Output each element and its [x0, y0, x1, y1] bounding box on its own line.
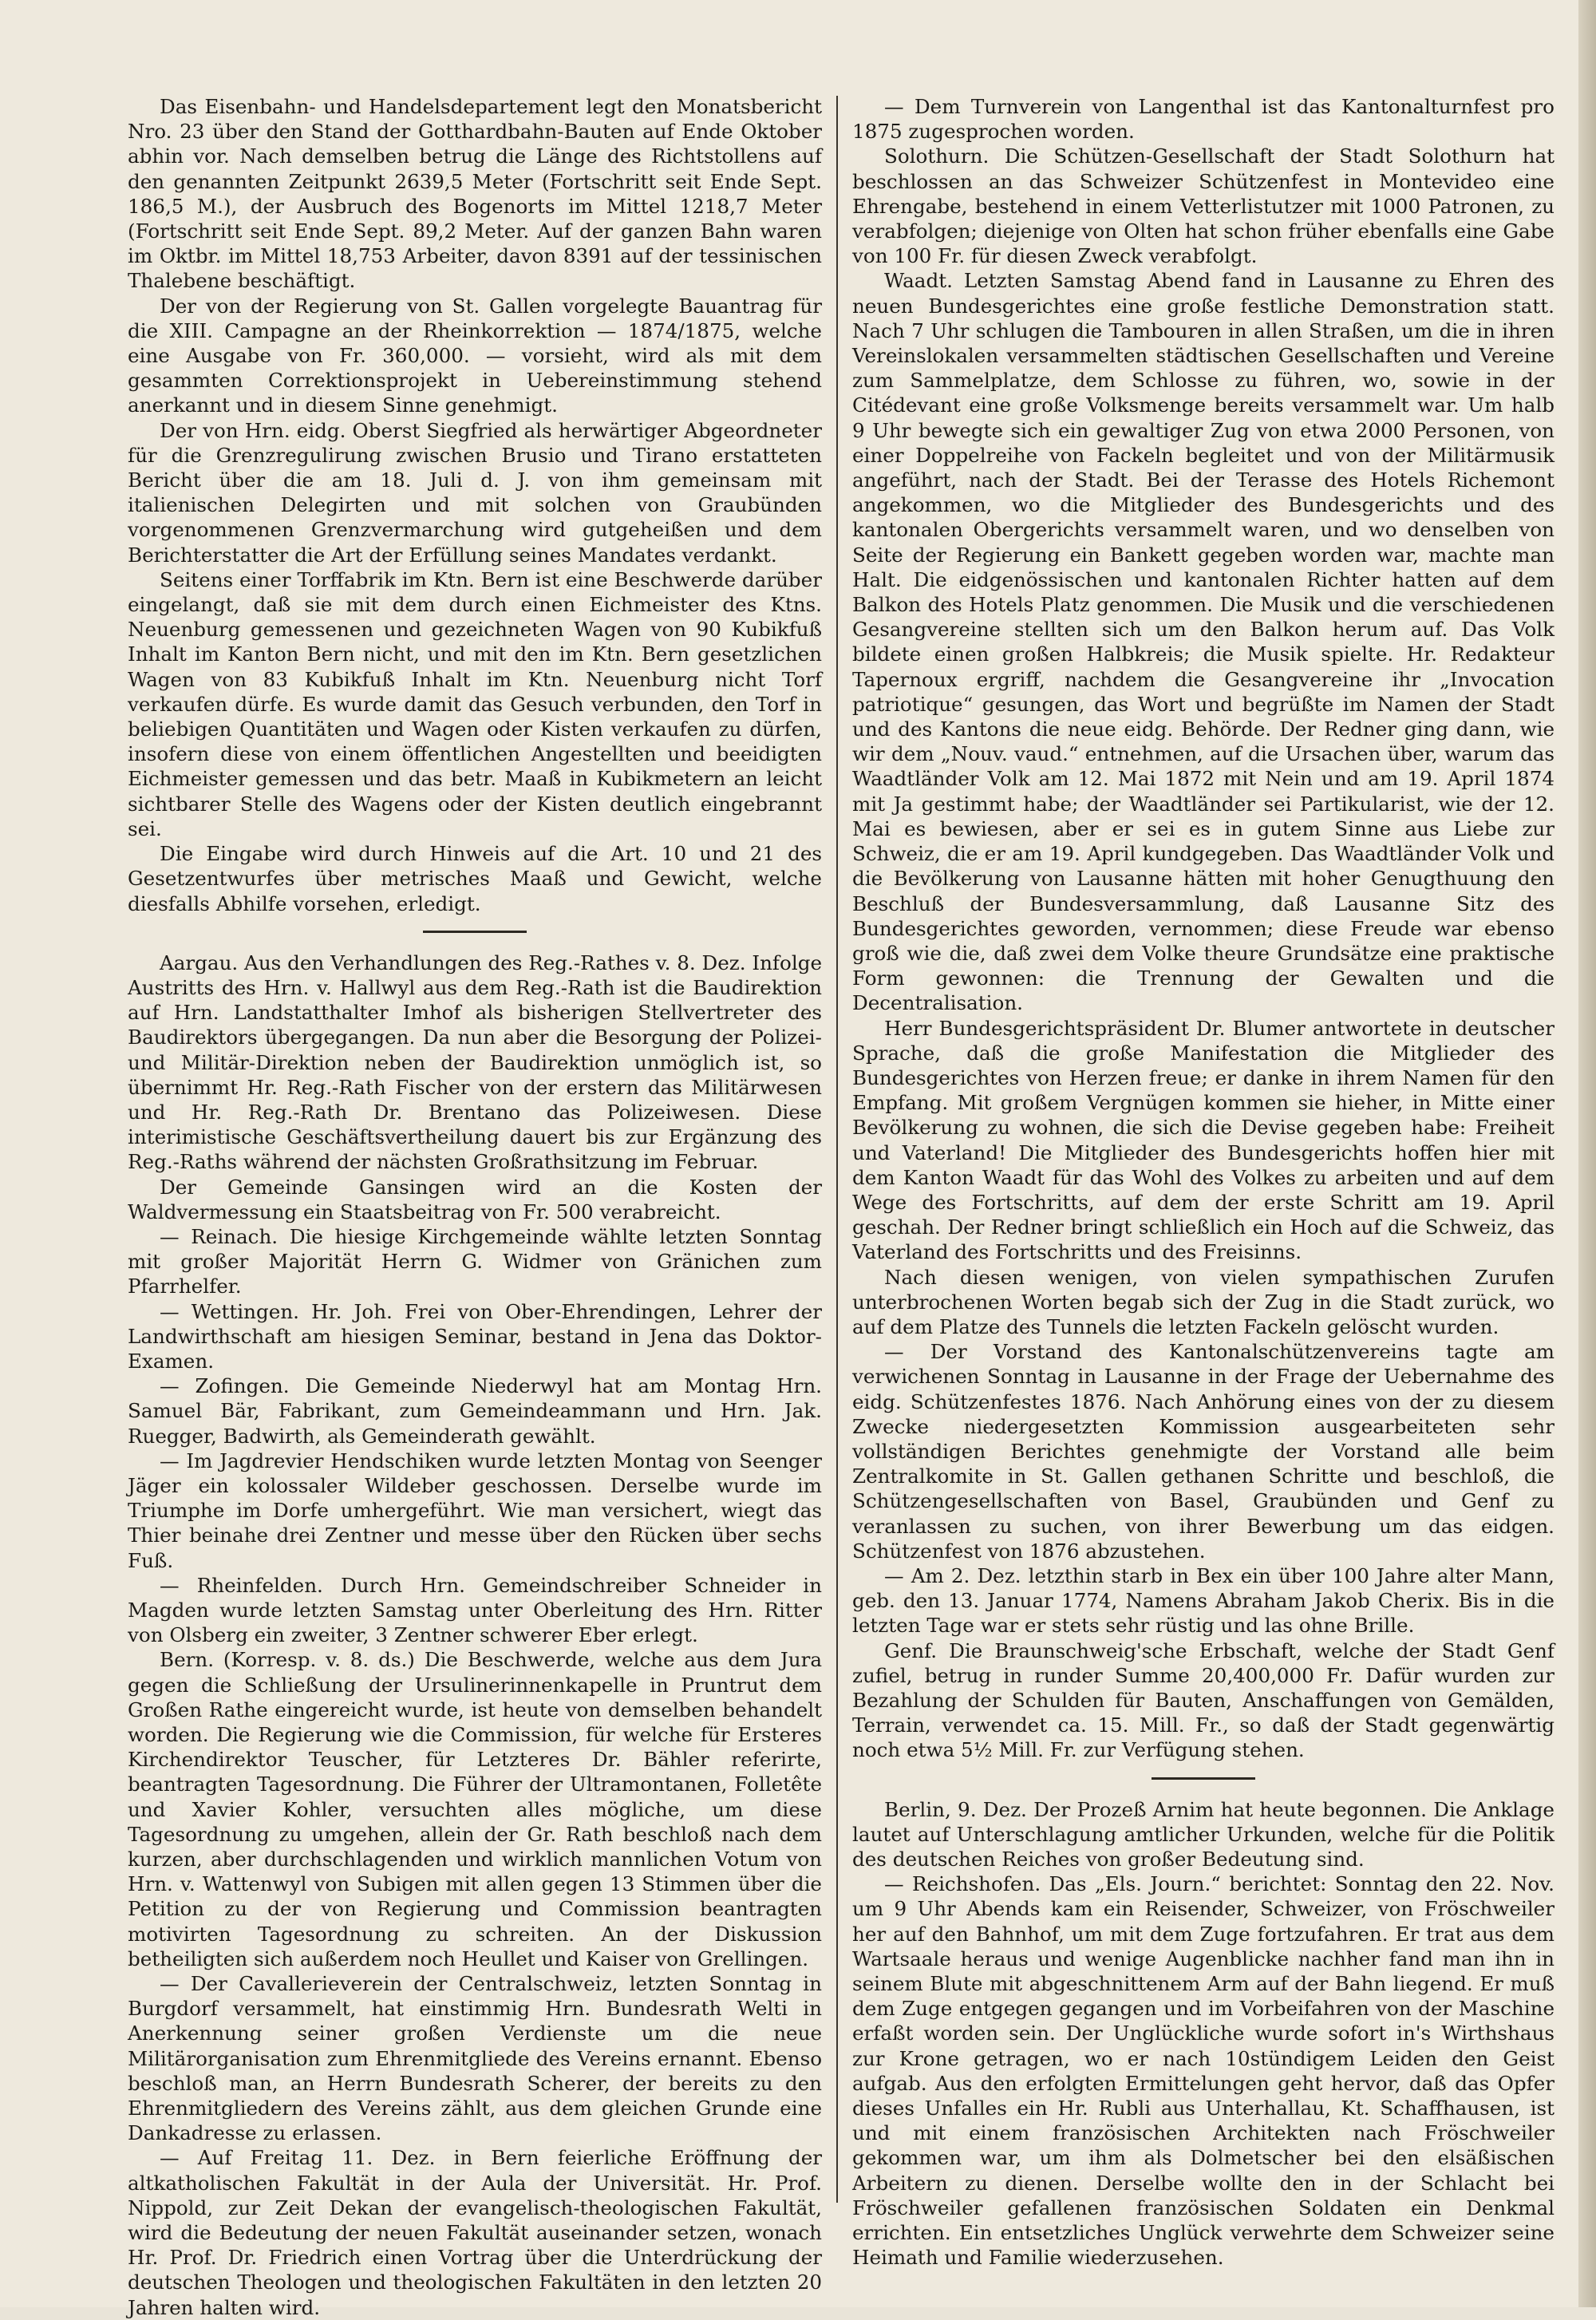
article-torffabrik: Seitens einer Torffabrik im Ktn. Bern ist eine Beschwerde darüber eingelangt, daß sie mit dem durch einen Eichmeister des Ktns. Neuenburg gemessenen und gezeichneten Wagen von 90 Kubikfuß Inhalt im Kanton Bern nicht, und mit den im Ktn. Bern gesetzlichen Wagen von 83 Kubikfuß Inhalt im Ktn. Neuenburg nicht Torf verkaufen dürfe. Es wurde damit das Gesuch verbunden, den Torf in beliebigen Quantitäten und Wagen oder Kisten verkaufen zu dürfen, insofern diese von einem öffentlichen Angestellten und beeidigten Eichmeister gemessen und das betr. Maaß in Kubikmetern an leicht sichtbarer Stelle des Wagens oder der Kisten deutlich eingebrannt sei. — [128, 567, 822, 840]
article-zofingen: — Zofingen. Die Gemeinde Niederwyl hat am Montag Hrn. Samuel Bär, Fabrikant, zum Gemeindeammann und Hrn. Jak. Ruegger, Badwirth, als Gemeinderath gewählt. — [128, 1374, 822, 1448]
article-gotthard: Das Eisenbahn- und Handelsdepartement legt den Monatsbericht Nro. 23 über den Stand der Gotthardbahn-Bauten auf Ende Oktober abhin vor. Nach demselben betrug die Länge des Richtstollens auf den genannten Zeitpunkt 2639,5 Meter (Fortschritt seit Ende Sept. 186,5 M.), der Ausbruch des Bogenorts im Mittel 1218,7 Meter (Fortschritt seit Ende Sept. 89,2 Meter. Auf der ganzen Bahn waren im Oktbr. im Mittel 18,753 Arbeiter, davon 8391 auf der tessinischen Thalebene beschäftigt. — [128, 95, 822, 293]
right-column — [852, 94, 1555, 2270]
article-zug: Nach diesen wenigen, von vielen sympathischen Zurufen unterbrochenen Worten begab sich der Zug in die Stadt zurück, wo auf dem Platze des Tunnels die letzten Fackeln gelöscht wurden. — [852, 1265, 1555, 1338]
article-hendschiken: — Im Jagdrevier Hendschiken wurde letzten Montag von Seenger Jäger ein kolossaler Wildeber geschossen. Derselbe wurde im Triumphe im Dorfe umhergeführt. Wie man versichert, wiegt das Thier beinahe drei Zentner und messe über den Rücken über sechs Fuß. — [128, 1449, 822, 1572]
column-divider — [836, 96, 838, 2203]
section-divider — [1152, 1777, 1255, 1780]
article-reinach: — Reinach. Die hiesige Kirchgemeinde wählte letzten Sonntag mit großer Majorität Herrn G. Widmer von Gränichen zum Pfarrhelfer. — [128, 1224, 822, 1298]
section-divider — [423, 931, 527, 933]
article-langenthal: — Dem Turnverein von Langenthal ist das Kantonalturnfest pro 1875 zugesprochen worden. — [852, 95, 1555, 144]
article-aargau: Aargau. Aus den Verhandlungen des Reg.-Rathes v. 8. Dez. Infolge Austritts des Hrn. v. Hallwyl aus dem Reg.-Rath ist die Baudirektion auf Hrn. Landstatthalter Imhof als bisherigen Stellvertreter des Baudirektors übergegangen. Da nun aber die Besorgung der Polizei- und Militär-Direktion neben der Baudirektion unmöglich ist, so übernimmt Hr. Reg.-Rath Fischer von der erstern das Militärwesen und Hr. Reg.-Rath Dr. Brentano das Polizeiwesen. Diese interimistische Geschäftsvertheilung dauert bis zur Ergänzung des Reg.-Raths während der nächsten Großrathsitzung im Februar. — [128, 951, 822, 1174]
article-bern: Bern. (Korresp. v. 8. ds.) Die Beschwerde, welche aus dem Jura gegen die Schließung der Ursulinerinnenkapelle in Pruntrut dem Großen Rathe eingereicht wurde, ist heute von demselben behandelt worden. Die Regierung wie die Commission, für welche für Ersteres Kirchendirektor Teuscher, für Letzteres Dr. Bähler referirte, beantragten Tagesordnung. Die Führer der Ultramontanen, Folletête und Xavier Kohler, versuchten alles mögliche, um diese Tagesordnung zu umgehen, allein der Gr. Rath beschloß nach dem kurzen, aber durchschlagenden und wirklich mannlichen Votum von Hrn. v. Wattenwyl von Subigen mit allen gegen 13 Stimmen über die Petition zu der von Regierung und Commission beantragten motivirten Tagesordnung zu schreiten. An der Diskussion betheiligten sich außerdem noch Heullet und Kaiser von Grellingen. — [128, 1648, 822, 1970]
article-rheinkorrektion: Der von der Regierung von St. Gallen vorgelegte Bauantrag für die XIII. Campagne an der Rheinkorrektion — 1874/1875, welche eine Ausgabe von Fr. 360,000. — vorsieht, wird als mit dem gesammten Correktionsprojekt in Uebereinstimmung stehend anerkannt und in diesem Sinne genehmigt. — [128, 294, 822, 417]
article-fakultaet: — Auf Freitag 11. Dez. in Bern feierliche Eröffnung der altkatholischen Fakultät in der Aula der Universität. Hr. Prof. Nippold, zur Zeit Dekan der evangelisch-theologischen Fakultät, wird die Bedeutung der neuen Fakultät auseinander setzen, wonach Hr. Prof. Dr. Friedrich einen Vortrag über die Unterdrückung der deutschen Theologen und theologischen Fakultäten in den letzten 20 Jahren halten wird. — [128, 2146, 822, 2319]
article-eingabe: Die Eingabe wird durch Hinweis auf die Art. 10 und 21 des Gesetzentwurfes über metrisches Maaß und Gewicht, welche diesfalls Abhilfe vorsehen, erledigt. — [128, 842, 822, 915]
article-waadt: Waadt. Letzten Samstag Abend fand in Lausanne zu Ehren des neuen Bundesgerichtes eine große festliche Demonstration statt. Nach 7 Uhr schlugen die Tambouren in allen Straßen, um die in ihren Vereinslokalen versammelten städtischen Gesellschaften und Vereine zum Sammelplatze, dem Schlosse zu führen, wo, sowie in der Citédevant eine große Volksmenge bereits versammelt war. Um halb 9 Uhr bewegte sich ein gewaltiger Zug von etwa 2000 Personen, von einer Doppelreihe von Fackeln begleitet und von der Militärmusik angeführt, nach der Stadt. Bei der Terasse des Hotels Richemont angekommen, wo die Mitglieder des Bundesgerichts und des kantonalen Obergerichts versammelt waren, und wo denselben von Seite der Regierung ein Bankett gegeben worden war, machte man Halt. Die eidgenössischen und kantonalen Richter hatten auf dem Balkon des Hotels Platz genommen. Die Musik und die verschiedenen Gesangvereine stellten sich um den Balkon herum auf. Das Volk bildete einen großen Halbkreis; die Musik spielte. Hr. Redakteur Tapernoux ergriff, nachdem die Gesangvereine ihr „Invocation patriotique“ gesungen, das Wort und begrüßte im Namen der Stadt und des Kantons die neue eidg. Behörde. Der Redner ging dann, wie wir dem „Nouv. vaud.“ entnehmen, auf die Ursachen über, warum das Waadtländer Volk am 12. Mai 1872 mit Nein und am 19. April 1874 mit Ja gestimmt habe; der Waadtländer sei Partikularist, wie der 12. Mai es bewiesen, aber er sei es in gutem Sinne aus Liebe zur Schweiz, die er am 19. April kundgegeben. Das Waadtländer Volk und die Bevölkerung von Lausanne hätten mit hoher Genugthuung den Beschluß der Bundesversammlung, daß Lausanne Sitz des Bundesgerichtes geworden, vernommen; diese Freude war ebenso groß wie die, daß zwei dem Volke theure Grundsätze eine praktische Form gewonnen: die Trennung der Gewalten und die Decentralisation. — [852, 269, 1555, 1015]
article-wettingen: — Wettingen. Hr. Joh. Frei von Ober-Ehrendingen, Lehrer der Landwirthschaft am hiesigen Seminar, bestand in Jena das Doktor-Examen. — [128, 1299, 822, 1373]
article-cavallerieverein: — Der Cavallerieverein der Centralschweiz, letzten Sonntag in Burgdorf versammelt, hat einstimmig Hrn. Bundesrath Welti in Anerkennung seiner großen Verdienste um die neue Militärorganisation zum Ehrenmitgliede des Vereins ernannt. Ebenso beschloß man, an Herrn Bundesrath Scherer, der bereits zu den Ehrenmitgliedern des Vereins zählt, aus dem gleichen Grunde eine Dankadresse zu erlassen. — [128, 1972, 822, 2145]
article-rheinfelden: — Rheinfelden. Durch Hrn. Gemeindschreiber Schneider in Magden wurde letzten Samstag unter Oberleitung des Hrn. Ritter von Olsberg ein zweiter, 3 Zentner schwerer Eber erlegt. — [128, 1573, 822, 1647]
article-gansingen: Der Gemeinde Gansingen wird an die Kosten der Waldvermessung ein Staatsbeitrag von Fr. 500 verabreicht. — [128, 1175, 822, 1223]
article-berlin: Berlin, 9. Dez. Der Prozeß Arnim hat heute begonnen. Die Anklage lautet auf Unterschlagung amtlicher Urkunden, welche für die Politik des deutschen Reiches von großer Bedeutung sind. — [852, 1797, 1555, 1871]
article-genf: Genf. Die Braunschweig'sche Erbschaft, welche der Stadt Genf zufiel, betrug in runder Summe 20,400,000 Fr. Dafür wurden zur Bezahlung der Schulden für Bauten, Anschaffungen von Gemälden, Terrain, verwendet ca. 15. Mill. Fr., so daß der Stadt gegenwärtig noch etwa 5½ Mill. Fr. zur Verfügung stehen. — [852, 1638, 1555, 1762]
article-schuetzenverein: — Der Vorstand des Kantonalschützenvereins tagte am verwichenen Sonntag in Lausanne in der Frage der Uebernahme des eidg. Schützenfestes 1876. Nach Anhörung eines von der zu diesem Zwecke niedergesetzten Kommission ausgearbeiteten sehr vollständigen Berichtes genehmigte der Vorstand alle beim Zentralkomite in St. Gallen gethanen Schritte und beschloß, die Schützengesellschaften von Basel, Graubünden und Genf zu veranlassen zu suchen, von ihrer Bewerbung um das eidgen. Schützenfest von 1876 abzustehen. — [852, 1340, 1555, 1563]
article-blumer: Herr Bundesgerichtspräsident Dr. Blumer antwortete in deutscher Sprache, daß die große Manifestation die Mitglieder des Bundesgerichtes von Herzen freue; er danke in ihrem Namen für den Empfang. Mit großem Vergnügen kommen sie hieher, in Mitte einer Bevölkerung zu wohnen, die sich die Devise gegeben habe: Freiheit und Vaterland! Die Mitglieder des Bundesgerichts hoffen hier mit dem Kanton Waadt für das Wohl des Volkes zu arbeiten und auf dem Wege des Fortschritts, auf dem der erste Schritt am 19. April geschah. Der Redner bringt schließlich ein Hoch auf die Schweiz, das Vaterland des Fortschritts und des Freisinns. — [852, 1016, 1555, 1264]
article-reichshofen: — Reichshofen. Das „Els. Journ.“ berichtet: Sonntag den 22. Nov. um 9 Uhr Abends kam ein Reisender, Schweizer, von Fröschweiler her auf den Bahnhof, um mit dem Zuge fortzufahren. Er trat aus dem Wartsaale heraus und wenige Augenblicke nachher fand man ihn in seinem Blute mit abgeschnittenem Arm auf der Bahn liegend. Er muß dem Zuge entgegen gegangen und im Vorbeifahren von der Maschine erfaßt worden sein. Der Unglückliche wurde sofort in's Wirthshaus zur Krone getragen, wo er nach 10stündigem Leiden den Geist aufgab. Aus den erfolgten Ermittelungen geht hervor, daß das Opfer dieses Unfalles ein Hr. Rubli aus Unterhallau, Kt. Schaffhausen, ist und mit einem französischen Architekten nach Fröschweiler gekommen war, um ihm als Dolmetscher bei den elsäßischen Arbeitern zu dienen. Derselbe wollte den in der Schlacht bei Fröschweiler gefallenen französischen Soldaten ein Denkmal errichten. Ein entsetzliches Unglück verwehrte dem Schweizer seine Heimath und Familie wiederzusehen. — [852, 1872, 1555, 2270]
article-solothurn: Solothurn. Die Schützen-Gesellschaft der Stadt Solothurn hat beschlossen an das Schweizer Schützenfest in Montevideo eine Ehrengabe, bestehend in einem Vetterlistutzer mit 1000 Patronen, zu verabfolgen; diejenige von Olten hat schon früher ebenfalls eine Gabe von 100 Fr. für diesen Zweck verabfolgt. — [852, 144, 1555, 268]
left-column — [128, 94, 822, 2320]
article-grenzregulirung: Der von Hrn. eidg. Oberst Siegfried als herwärtiger Abgeordneter für die Grenzregulirung zwischen Brusio und Tirano erstatteten Bericht über die am 18. Juli d. J. von ihm gemeinsam mit italienischen Delegirten und mit solchen von Graubünden vorgenommenen Grenzvermarchung wird gutgeheißen und dem Berichterstatter die Art der Erfüllung seines Mandates verdankt. — [128, 418, 822, 567]
article-bex: — Am 2. Dez. letzthin starb in Bex ein über 100 Jahre alter Mann, geb. den 13. Januar 1774, Namens Abraham Jakob Cherix. Bis in die letzten Tage war er stets sehr rüstig und las ohne Brille. — [852, 1563, 1555, 1638]
